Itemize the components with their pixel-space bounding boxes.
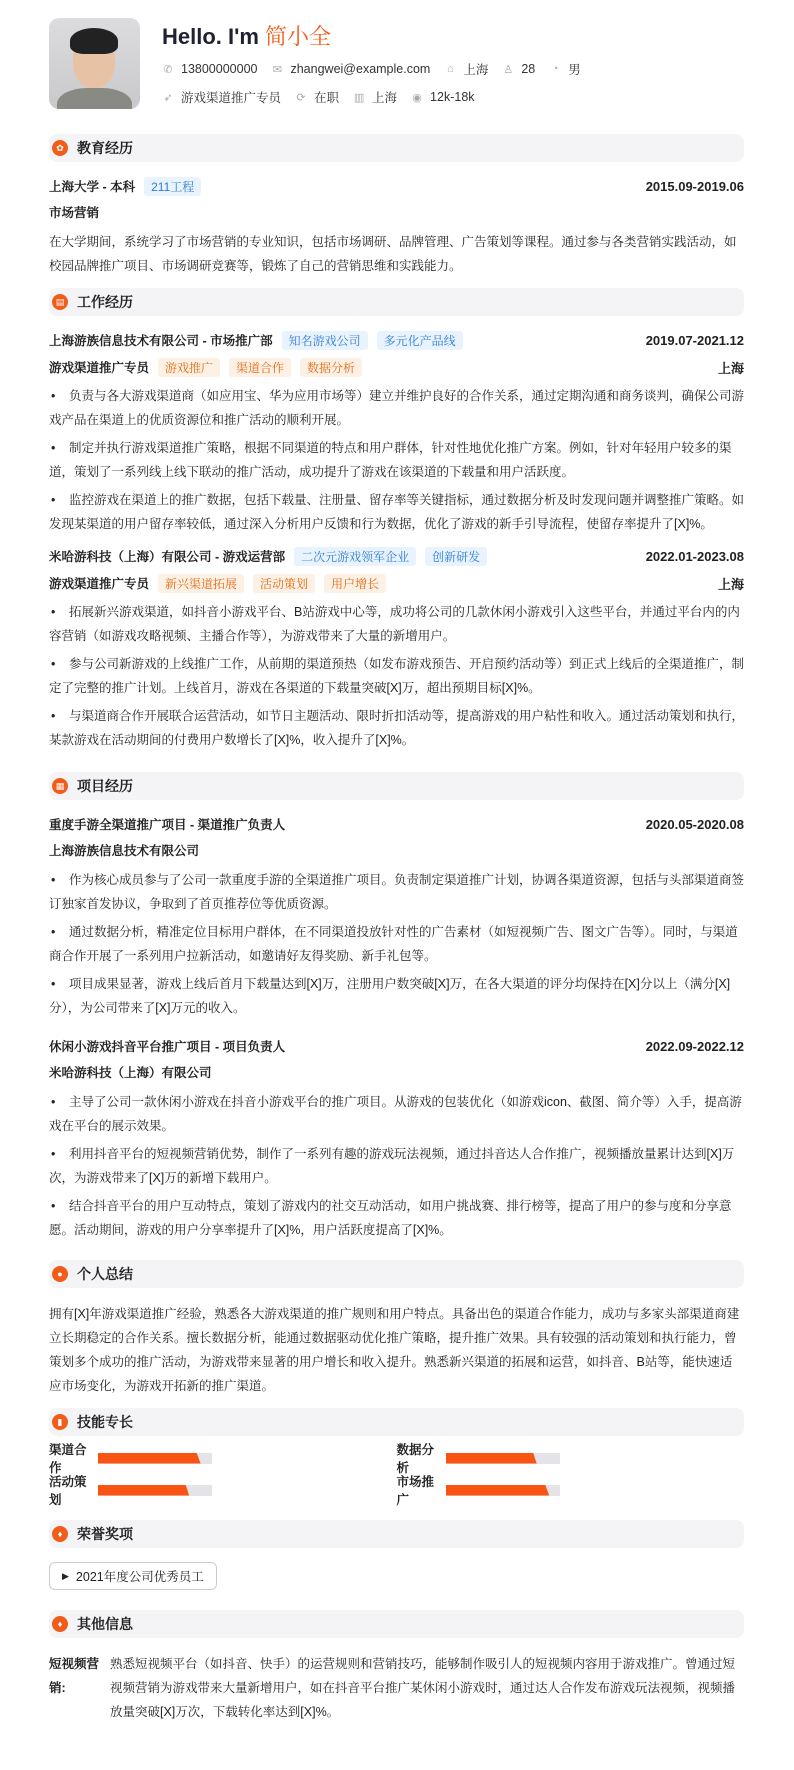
section-other bbox=[49, 1610, 744, 1638]
summary-text: 拥有[X]年游戏渠道推广经验，熟悉各大游戏渠道的推广规则和用户特点。具备出色的渠道合作能力，成功与多家头部渠道商建立长期稳定的合作关系。擅长数据分析，能通过数据驱动优化推广策略，提升推广效果。具有较强的活动策划和执行能力，曾策划多个成功的推广活动，为游戏带来显著的用户增长和收入提升。熟悉新兴渠道的拓展和运营，如抖音、B站等，能快速适应市场变化，为游戏开拓新的推广渠道。 bbox=[49, 1307, 740, 1393]
skill-tag: 渠道合作 bbox=[229, 358, 291, 377]
role: 游戏渠道推广专员 bbox=[49, 361, 150, 375]
profile-header bbox=[49, 18, 744, 110]
skill-tag: 用户增长 bbox=[324, 574, 386, 593]
other-value: 熟悉短视频平台（如抖音、快手）的运营规则和营销技巧，能够制作吸引人的短视频内容用于游戏推广。曾通过短视频营销为游戏带来大量新增用户，如在抖音平台推广某休闲小游戏时，通过达人合作发布游戏玩法视频，视频播放量突破[X]万次，下载转化率达到[X]%。 bbox=[110, 1657, 736, 1719]
work-date: 2019.07-2021.12 bbox=[645, 332, 744, 348]
user-icon: ● bbox=[52, 1266, 68, 1282]
skill-tag: 活动策划 bbox=[253, 574, 315, 593]
bullet: • 与渠道商合作开展联合运营活动，如节日主题活动、限时折扣活动等，提高游戏的用户粘性和收入。通过活动策划和执行，某款游戏在活动期间的付费用户数增长了[X]%，收入提升了[X]%。 bbox=[49, 704, 744, 752]
skills-grid bbox=[49, 1443, 744, 1507]
company-tag: 二次元游戏领军企业 bbox=[294, 547, 416, 566]
work-city: 上海 bbox=[717, 360, 744, 376]
school: 上海大学 - 本科 bbox=[49, 180, 136, 194]
bullet: • 监控游戏在渠道上的推广数据，包括下载量、注册量、留存率等关键指标，通过数据分析及时发现问题并调整推广策略。如发现某渠道的用户留存率较低，通过深入分析用户反馈和行为数据，优化了游戏的新手引导流程，使留存率提升了[X]%。 bbox=[49, 488, 744, 536]
section-title: 荣誉奖项 bbox=[77, 1526, 133, 1542]
bullet: • 通过数据分析，精准定位目标用户群体，在不同渠道投放针对性的广告素材（如短视频广告、图文广告等）。同时，与渠道商合作开展了一系列用户拉新活动，如邀请好友得奖励、新手礼包等。 bbox=[49, 920, 744, 968]
section-awards bbox=[49, 1520, 744, 1548]
section-work bbox=[49, 288, 744, 316]
skill-bar-fill bbox=[446, 1485, 550, 1496]
skill-bar bbox=[98, 1485, 212, 1496]
bullet: • 项目成果显著，游戏上线后首月下载量达到[X]万，注册用户数突破[X]万，在各大渠道的评分均保持在[X]分以上（满分[X]分），为公司带来了[X]万元的收入。 bbox=[49, 972, 744, 1020]
profile-name bbox=[162, 20, 595, 50]
section-title: 其他信息 bbox=[77, 1616, 133, 1632]
company: 米哈游科技（上海）有限公司 - 游戏运营部 bbox=[49, 550, 286, 564]
edu-desc: 在大学期间，系统学习了市场营销的专业知识，包括市场调研、品牌管理、广告策划等课程。通过参与各类营销实践活动，如校园品牌推广项目、市场调研竞赛等，锻炼了自己的营销思维和实践能力。 bbox=[49, 235, 737, 273]
bullet: • 结合抖音平台的用户互动特点，策划了游戏内的社交互动活动，如用户挑战赛、排行榜等，提高了用户的参与度和分享意愿。活动期间，游戏的用户分享率提升了[X]%，用户活跃度提高了[X]%。 bbox=[49, 1194, 744, 1242]
skill-bar-fill bbox=[98, 1453, 201, 1464]
edu-date: 2015.09-2019.06 bbox=[645, 178, 744, 194]
skill-name: 数据分析 bbox=[396, 1443, 435, 1475]
phone: 13800000000 bbox=[181, 62, 258, 76]
gender: 男 bbox=[568, 63, 581, 77]
company-tag: 知名游戏公司 bbox=[282, 331, 368, 350]
city: 上海 bbox=[463, 63, 489, 77]
skill-item bbox=[49, 1475, 397, 1507]
status-icon: ⟳ bbox=[296, 91, 306, 104]
cake-icon: ♙ bbox=[503, 63, 514, 76]
section-summary bbox=[49, 1260, 744, 1288]
skill-item bbox=[396, 1443, 745, 1475]
status: 在职 bbox=[314, 91, 340, 105]
bullet: • 主导了公司一款休闲小游戏在抖音小游戏平台的推广项目。从游戏的包装优化（如游戏icon、截图、简介等）入手，提高游戏在平台的展示效果。 bbox=[49, 1090, 744, 1138]
award-icon: ♦ bbox=[52, 1526, 68, 1542]
work-city: 上海 bbox=[717, 576, 744, 592]
company: 上海游族信息技术有限公司 - 市场推广部 bbox=[49, 334, 273, 348]
work-date: 2022.01-2023.08 bbox=[645, 548, 744, 564]
bullet: • 利用抖音平台的短视频营销优势，制作了一系列有趣的游戏玩法视频，通过抖音达人合作推广，视频播放量累计达到[X]万次，为游戏带来了[X]万的新增下载用户。 bbox=[49, 1142, 744, 1190]
salary-icon: ◉ bbox=[412, 91, 422, 104]
chart-icon: ▮ bbox=[52, 1414, 68, 1430]
phone-icon: ✆ bbox=[163, 63, 173, 76]
bullet: • 负责与各大游戏渠道商（如应用宝、华为应用市场等）建立并维护良好的合作关系，通过定期沟通和商务谈判，确保公司游戏产品在渠道上的优质资源位和推广活动的顺利开展。 bbox=[49, 384, 744, 432]
major: 市场营销 bbox=[49, 206, 100, 220]
skill-tag: 游戏推广 bbox=[158, 358, 220, 377]
skill-name: 市场推广 bbox=[396, 1475, 435, 1507]
skill-name: 活动策划 bbox=[49, 1475, 87, 1507]
section-title: 项目经历 bbox=[77, 778, 133, 794]
project-date: 2020.05-2020.08 bbox=[645, 816, 744, 832]
project-name: 重度手游全渠道推广项目 - 渠道推广负责人 bbox=[49, 818, 286, 832]
skill-item bbox=[396, 1475, 745, 1507]
role: 游戏渠道推广专员 bbox=[49, 577, 150, 591]
skill-bar bbox=[446, 1485, 560, 1496]
mail-icon: ✉ bbox=[272, 63, 283, 76]
bullet: • 制定并执行游戏渠道推广策略，根据不同渠道的特点和用户群体，针对性地优化推广方案。例如，针对年轻用户较多的渠道，策划了一系列线上线下联动的推广活动，成功提升了游戏在该渠道的下载量和用户活跃度。 bbox=[49, 436, 744, 484]
building-icon: ▥ bbox=[353, 91, 365, 104]
target-city: 上海 bbox=[372, 91, 398, 105]
salary: 12k-18k bbox=[430, 90, 475, 104]
bullet: • 参与公司新游戏的上线推广工作，从前期的渠道预热（如发布游戏预告、开启预约活动等）到正式上线后的全渠道推广，制定了完整的推广计划。上线首月，游戏在各渠道的下载量突破[X]万，超出预期目标[X]%。 bbox=[49, 652, 744, 700]
school-tag: 211工程 bbox=[144, 177, 201, 196]
graduation-icon: ✿ bbox=[52, 140, 68, 156]
section-education bbox=[49, 134, 744, 162]
position: 游戏渠道推广专员 bbox=[181, 91, 282, 105]
name: 简小全 bbox=[265, 24, 332, 49]
project-company: 米哈游科技（上海）有限公司 bbox=[49, 1066, 212, 1080]
other-item bbox=[49, 1652, 744, 1724]
send-icon: ➶ bbox=[163, 91, 173, 104]
skill-tag: 数据分析 bbox=[300, 358, 362, 377]
skill-tag: 新兴渠道拓展 bbox=[158, 574, 244, 593]
company-tag: 多元化产品线 bbox=[377, 331, 463, 350]
greeting: Hello. I'm bbox=[162, 24, 259, 49]
section-title: 技能专长 bbox=[77, 1414, 133, 1430]
skill-bar bbox=[446, 1453, 560, 1464]
age: 28 bbox=[521, 62, 536, 76]
skill-bar bbox=[98, 1453, 212, 1464]
section-skills bbox=[49, 1408, 744, 1436]
bullet: • 拓展新兴游戏渠道，如抖音小游戏平台、B站游戏中心等，成功将公司的几款休闲小游戏引入这些平台，并通过平台内的内容营销（如游戏攻略视频、主播合作等），为游戏带来了大量的新增用户。 bbox=[49, 600, 744, 648]
project-item bbox=[49, 1036, 744, 1242]
section-title: 教育经历 bbox=[77, 140, 133, 156]
section-projects bbox=[49, 772, 744, 800]
award-item[interactable] bbox=[49, 1562, 217, 1590]
section-title: 工作经历 bbox=[77, 294, 133, 310]
bullet: • 作为核心成员参与了公司一款重度手游的全渠道推广项目。负责制定渠道推广计划，协调各渠道资源，包括与头部渠道商签订独家首发协议，争取到了首页推荐位等优质资源。 bbox=[49, 868, 744, 916]
project-item bbox=[49, 814, 744, 1020]
gender-icon: ◔ bbox=[551, 63, 559, 75]
company-tag: 创新研发 bbox=[425, 547, 487, 566]
email: zhangwei@example.com bbox=[290, 62, 431, 76]
skill-name: 渠道合作 bbox=[49, 1443, 87, 1475]
caret-right-icon: ▶ bbox=[62, 1570, 69, 1581]
info-icon: ♦ bbox=[52, 1616, 68, 1632]
work-item bbox=[49, 330, 744, 536]
skill-bar-fill bbox=[446, 1453, 537, 1464]
award-label: 2021年度公司优秀员工 bbox=[75, 1570, 204, 1584]
section-title: 个人总结 bbox=[77, 1266, 133, 1282]
avatar bbox=[49, 18, 140, 109]
other-key: 短视频营销: bbox=[49, 1657, 100, 1695]
grid-icon: ▦ bbox=[52, 778, 68, 794]
project-date: 2022.09-2022.12 bbox=[645, 1038, 744, 1054]
project-company: 上海游族信息技术有限公司 bbox=[49, 844, 200, 858]
home-icon: ⌂ bbox=[447, 63, 454, 75]
work-item bbox=[49, 546, 744, 752]
project-name: 休闲小游戏抖音平台推广项目 - 项目负责人 bbox=[49, 1040, 286, 1054]
skill-item bbox=[49, 1443, 397, 1475]
skill-bar-fill bbox=[98, 1485, 189, 1496]
briefcase-icon: ▤ bbox=[52, 294, 68, 310]
